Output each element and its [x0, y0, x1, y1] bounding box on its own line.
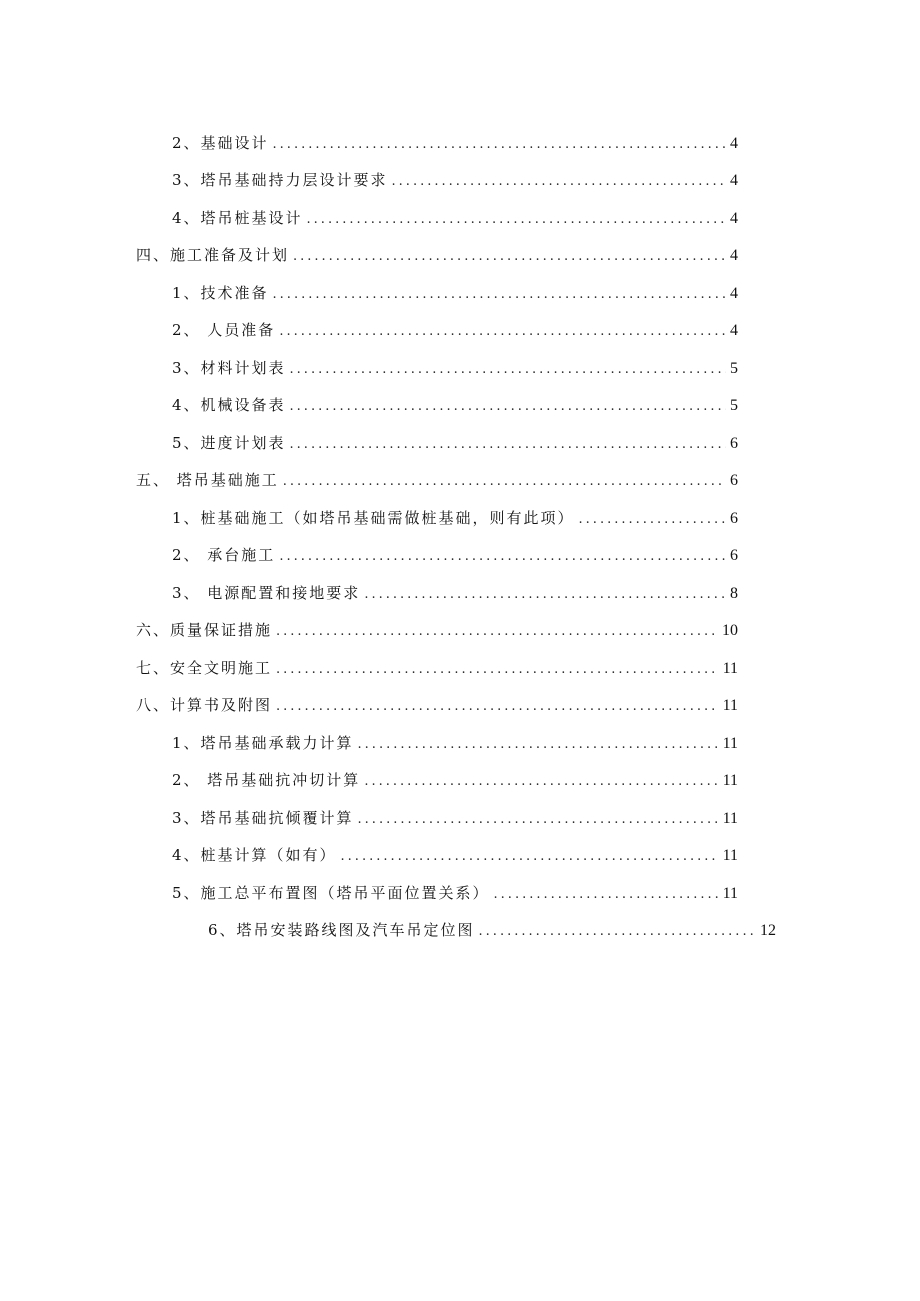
- toc-entry-label: 3、塔吊基础持力层设计要求: [172, 171, 388, 189]
- toc-leader-dots: [364, 587, 726, 602]
- toc-entry-label: 四、施工准备及计划: [136, 246, 290, 264]
- toc-entry-page: 11: [722, 847, 738, 864]
- toc-entry[interactable]: [136, 619, 738, 643]
- toc-entry-page: 8: [730, 585, 738, 602]
- toc-entry-label: 3、 电源配置和接地要求: [172, 584, 361, 602]
- toc-entry-label: 2、 人员准备: [172, 321, 276, 339]
- toc-entry[interactable]: [136, 244, 738, 268]
- toc-entry-page: 4: [730, 210, 738, 227]
- toc-leader-dots: [290, 362, 726, 377]
- toc-entry-label: 3、材料计划表: [172, 359, 286, 377]
- toc-entry-label: 5、施工总平布置图（塔吊平面位置关系）: [172, 884, 490, 902]
- toc-entry[interactable]: [172, 544, 738, 568]
- toc-entry-label: 七、安全文明施工: [136, 659, 273, 677]
- toc-entry-page: 4: [730, 322, 738, 339]
- toc-entry-label: 1、桩基础施工（如塔吊基础需做桩基础，则有此项）: [172, 509, 575, 527]
- toc-entry-page: 11: [722, 660, 738, 677]
- toc-entry[interactable]: [172, 844, 738, 868]
- toc-entry[interactable]: [136, 694, 738, 718]
- toc-entry[interactable]: [172, 807, 738, 831]
- toc-leader-dots: [290, 437, 726, 452]
- toc-entry-page: 4: [730, 247, 738, 264]
- toc-entry[interactable]: [208, 919, 776, 943]
- toc-entry-label: 五、 塔吊基础施工: [136, 471, 279, 489]
- toc-entry[interactable]: [172, 207, 738, 231]
- toc-entry-label: 1、塔吊基础承载力计算: [172, 734, 354, 752]
- toc-entry-page: 12: [760, 922, 776, 939]
- toc-entry[interactable]: [172, 169, 738, 193]
- toc-leader-dots: [276, 624, 718, 639]
- toc-entry-page: 4: [730, 135, 738, 152]
- toc-leader-dots: [276, 699, 719, 714]
- toc-leader-dots: [293, 249, 726, 264]
- toc-leader-dots: [358, 737, 719, 752]
- toc-leader-dots: [279, 549, 726, 564]
- toc-entry[interactable]: [172, 732, 738, 756]
- toc-entry-label: 八、计算书及附图: [136, 696, 273, 714]
- toc-entry[interactable]: [172, 882, 738, 906]
- toc-leader-dots: [279, 324, 726, 339]
- toc-entry-label: 2、 塔吊基础抗冲切计算: [172, 771, 361, 789]
- toc-entry-page: 6: [730, 472, 738, 489]
- toc-entry-page: 11: [722, 885, 738, 902]
- toc-entry-label: 4、塔吊桩基设计: [172, 209, 303, 227]
- toc-entry[interactable]: [172, 357, 738, 381]
- toc-entry-label: 5、进度计划表: [172, 434, 286, 452]
- toc-entry-page: 10: [722, 622, 738, 639]
- toc-entry-label: 6、塔吊安装路线图及汽车吊定位图: [208, 921, 475, 939]
- toc-entry-page: 11: [722, 772, 738, 789]
- toc-leader-dots: [307, 212, 726, 227]
- toc-leader-dots: [273, 137, 726, 152]
- toc-entry[interactable]: [172, 394, 738, 418]
- toc-entry-page: 6: [730, 510, 738, 527]
- toc-leader-dots: [283, 474, 726, 489]
- toc-entry-label: 3、塔吊基础抗倾覆计算: [172, 809, 354, 827]
- toc-leader-dots: [273, 287, 726, 302]
- toc-entry-page: 11: [722, 735, 738, 752]
- toc-entry-page: 5: [730, 360, 738, 377]
- toc-leader-dots: [479, 924, 756, 939]
- toc-entry-page: 6: [730, 435, 738, 452]
- toc-entry[interactable]: [172, 769, 738, 793]
- toc-entry-page: 11: [722, 697, 738, 714]
- toc-entry[interactable]: [172, 507, 738, 531]
- toc-entry-label: 1、技术准备: [172, 284, 269, 302]
- toc-leader-dots: [579, 512, 726, 527]
- toc-leader-dots: [392, 174, 726, 189]
- toc-entry[interactable]: [172, 432, 738, 456]
- toc-leader-dots: [341, 849, 719, 864]
- toc-entry-page: 5: [730, 397, 738, 414]
- toc-entry[interactable]: [172, 319, 738, 343]
- toc-entry-label: 六、质量保证措施: [136, 621, 273, 639]
- toc-entry[interactable]: [136, 657, 738, 681]
- toc-leader-dots: [494, 887, 719, 902]
- toc-entry[interactable]: [172, 282, 738, 306]
- toc-entry[interactable]: [136, 469, 738, 493]
- toc-entry-label: 4、桩基计算（如有）: [172, 846, 337, 864]
- toc-leader-dots: [358, 812, 719, 827]
- toc-leader-dots: [276, 662, 719, 677]
- toc-entry-page: 6: [730, 547, 738, 564]
- toc-leader-dots: [290, 399, 726, 414]
- toc-leader-dots: [364, 774, 718, 789]
- toc-entry-page: 4: [730, 172, 738, 189]
- toc-entry-page: 11: [722, 810, 738, 827]
- toc-entry-label: 2、基础设计: [172, 134, 269, 152]
- toc-entry-label: 2、 承台施工: [172, 546, 276, 564]
- toc-entry-page: 4: [730, 285, 738, 302]
- toc-entry[interactable]: [172, 132, 738, 156]
- toc-entry-label: 4、机械设备表: [172, 396, 286, 414]
- toc-entry[interactable]: [172, 582, 738, 606]
